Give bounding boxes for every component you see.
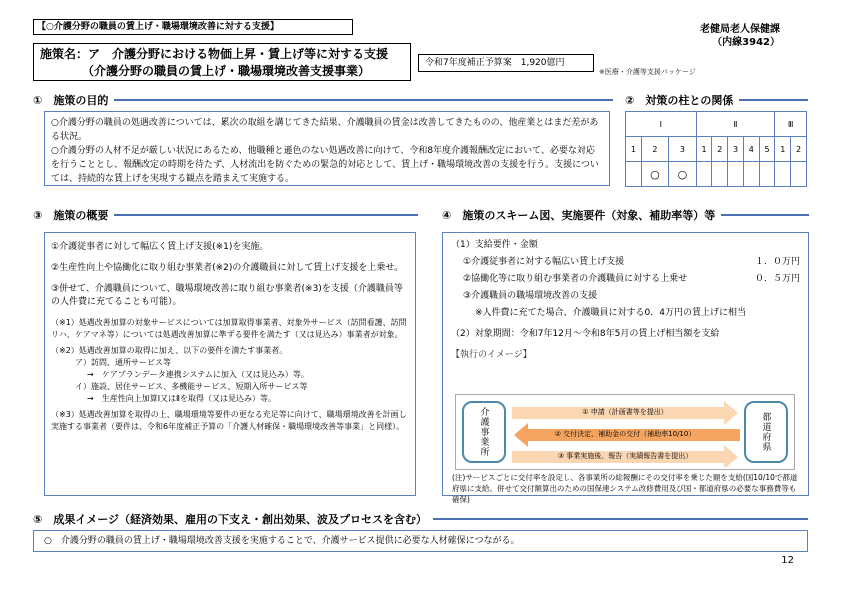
department-name: 老健局老人保健課 — [700, 24, 780, 35]
pillars-table — [625, 111, 807, 187]
section3-heading — [33, 207, 418, 223]
section4-heading-text: ④ 施策のスキーム図、実施要件（対象、補助率等）等 — [442, 209, 716, 222]
page-number: 12 — [781, 555, 794, 566]
scheme-row2-value: ０．５万円 — [754, 274, 800, 284]
package-note: ※医療・介護等支援パッケージ — [599, 68, 696, 76]
header-tag: 【○介護分野の職員の賃上げ・職場環境改善に対する支援】 — [33, 19, 353, 35]
pillar-num: 1 — [626, 137, 642, 162]
pillar-mark — [759, 162, 775, 187]
pillar-mark — [775, 162, 791, 187]
pillar-num: 1 — [775, 137, 791, 162]
budget-box: 令和7年度補正予算案 1,920億円 — [418, 54, 594, 72]
scheme-sub2: （2）対象期間：令和7年12月～令和8年5月の賃上げ相当額を支給 — [451, 329, 720, 339]
pillar-num: 4 — [743, 137, 759, 162]
scheme-row3-detail-text: 人件費に充てた場合、介護職員に対する0．4万円の賃上げに相当 — [482, 308, 747, 318]
section4-heading — [442, 207, 809, 223]
section5-heading-text: ⑤ 成果イメージ（経済効果、雇用の下支え・創出効果、波及プロセスを含む） — [33, 513, 427, 526]
scheme-row1-value: １．０万円 — [754, 257, 800, 267]
pillar-mark: ○ — [641, 162, 668, 187]
pillar-num: 1 — [696, 137, 712, 162]
pillar-mark — [791, 162, 807, 187]
pillar-num: 2 — [712, 137, 728, 162]
exec-diagram — [455, 394, 795, 470]
section1-heading — [33, 92, 613, 108]
purpose-para1: ○介護分野の職員の処遇改善については、累次の取組を講じてきた結果、介護職員の賃金は改善してきたものの、他産業とはまだ差がある状況。 — [51, 118, 599, 142]
scheme-row2-label: ②協働化等に取り組む事業者の介護職員に対する上乗せ — [463, 274, 688, 284]
section2-heading — [625, 92, 808, 108]
pillar-mark — [728, 162, 744, 187]
scheme-sub1: （1）支給要件・金額 — [451, 240, 538, 250]
pillar-group-III: Ⅲ — [775, 112, 807, 137]
pillar-num: 5 — [759, 137, 775, 162]
section2-heading-text: ② 対策の柱との関係 — [625, 94, 734, 107]
scheme-row3-label: ③介護職員の職場環境改善の支援 — [463, 291, 598, 301]
pillar-num: 3 — [669, 137, 696, 162]
purpose-para2: ○介護分野の人材不足が厳しい状況にあるため、他職種と遜色のない処遇改善に向けて、令和8年度介護報酬改定において、必要な対応を行うこととし、報酬改定の時期を待たず、人材流出を防ぐための緊急的対応として、賃上げ・職場環境改善の支援を行う。支援については、持続的な賃上げを実現する観点を踏まえて実施する。 — [51, 146, 599, 184]
section1-heading-text: ① 施策の目的 — [33, 94, 109, 107]
overview-note3: （※3）処遇改善加算を取得の上、職場環境等要件の更なる充足等に向けて、職場環境改善を計画し実施する事業者（要件は、令和6年度補正予算の「介護人材確保・職場環境改善等事業」と同様）。 — [51, 410, 407, 431]
section3-heading-text: ③ 施策の概要 — [33, 209, 109, 222]
overview-item2: ②生産性向上や協働化に取り組む事業者(※2)の介護職員に対して賃上げ支援を上乗せ。 — [51, 263, 404, 273]
overview-note2a: ア）訪問、通所サービス等 — [75, 358, 171, 367]
pillar-num: 2 — [641, 137, 668, 162]
overview-item1: ①介護従事者に対して幅広く賃上げ支援(※1)を実施。 — [51, 242, 269, 252]
entity-right: 都道府県 — [744, 401, 788, 463]
overview-note2b: イ）施設、居住サービス、多機能サービス、短期入所サービス等 — [75, 382, 308, 391]
scheme-row2 — [451, 273, 800, 286]
pillar-group-I: Ⅰ — [626, 112, 697, 137]
scheme-row1-label: ①介護従事者に対する幅広い賃上げ支援 — [463, 257, 625, 267]
scheme-row3-detail: ※人件費に充てた場合、介護職員に対する0．4万円の賃上げに相当 — [475, 308, 747, 318]
overview-note1: （※1）処遇改善加算の対象サービスについては加算取得事業者、対象外サービス（訪問看護、訪問リハ、ケアマネ等）については処遇改善加算に準ずる要件を満たす（又は見込み）事業者が対象。 — [51, 318, 407, 339]
flow-label-3: ③ 事業実施後、報告（実績報告書を提出） — [557, 452, 693, 460]
policy-title-line2: （介護分野の職員の賃上げ・職場環境改善支援事業） — [40, 64, 371, 78]
overview-item3: ③併せて、介護職員について、職場環境改善に取り組む事業者(※3)を支援（介護職員等の人件費に充てることも可能）。 — [51, 284, 403, 307]
pillar-num: 2 — [791, 137, 807, 162]
scheme-footnote: (注)サービスごとに交付率を設定し、各事業所の総報酬にその交付率を乗じた額を支給(国10/10で都道府県に支給。併せて交付額算出のための国保連システム改修費用及び国・都道府県の必要な事務費等も確保) — [452, 473, 798, 504]
scheme-row1 — [451, 256, 800, 269]
pillar-mark — [626, 162, 642, 187]
overview-note2: （※2）処遇改善加算の取得に加え、以下の要件を満たす事業者。 — [51, 346, 288, 355]
flow-label-2: ② 交付決定、補助金の交付（補助率10/10） — [554, 430, 696, 438]
pillar-mark — [696, 162, 712, 187]
overview-note2b1: → 生産性向上加算Ⅰ又はⅡを取得（又は見込み）等。 — [87, 394, 276, 403]
pillar-mark — [712, 162, 728, 187]
purpose-box — [44, 111, 610, 186]
pillar-mark: ○ — [669, 162, 696, 187]
policy-title-line1: 施策名：ア 介護分野における物価上昇・賃上げ等に対する支援 — [40, 47, 389, 61]
flow-label-1: ① 申請（計画書等を提出） — [582, 408, 668, 416]
policy-title — [33, 43, 411, 81]
pillar-mark — [743, 162, 759, 187]
section5-heading — [33, 511, 808, 527]
entity-left: 介護事業所 — [462, 401, 506, 463]
department-label — [700, 23, 780, 49]
overview-box — [44, 232, 416, 496]
pillar-num: 3 — [728, 137, 744, 162]
exec-title: 【執行のイメージ】 — [451, 350, 532, 360]
pillar-group-II: Ⅱ — [696, 112, 775, 137]
overview-note2a1: → ケアプランデータ連携システムに加入（又は見込み）等。 — [87, 370, 309, 379]
department-extension: （内線3942） — [712, 37, 780, 48]
outcome-box: ○ 介護分野の職員の賃上げ・職場環境改善支援を実施することで、介護サービス提供に必要な人材確保につながる。 — [33, 530, 808, 552]
